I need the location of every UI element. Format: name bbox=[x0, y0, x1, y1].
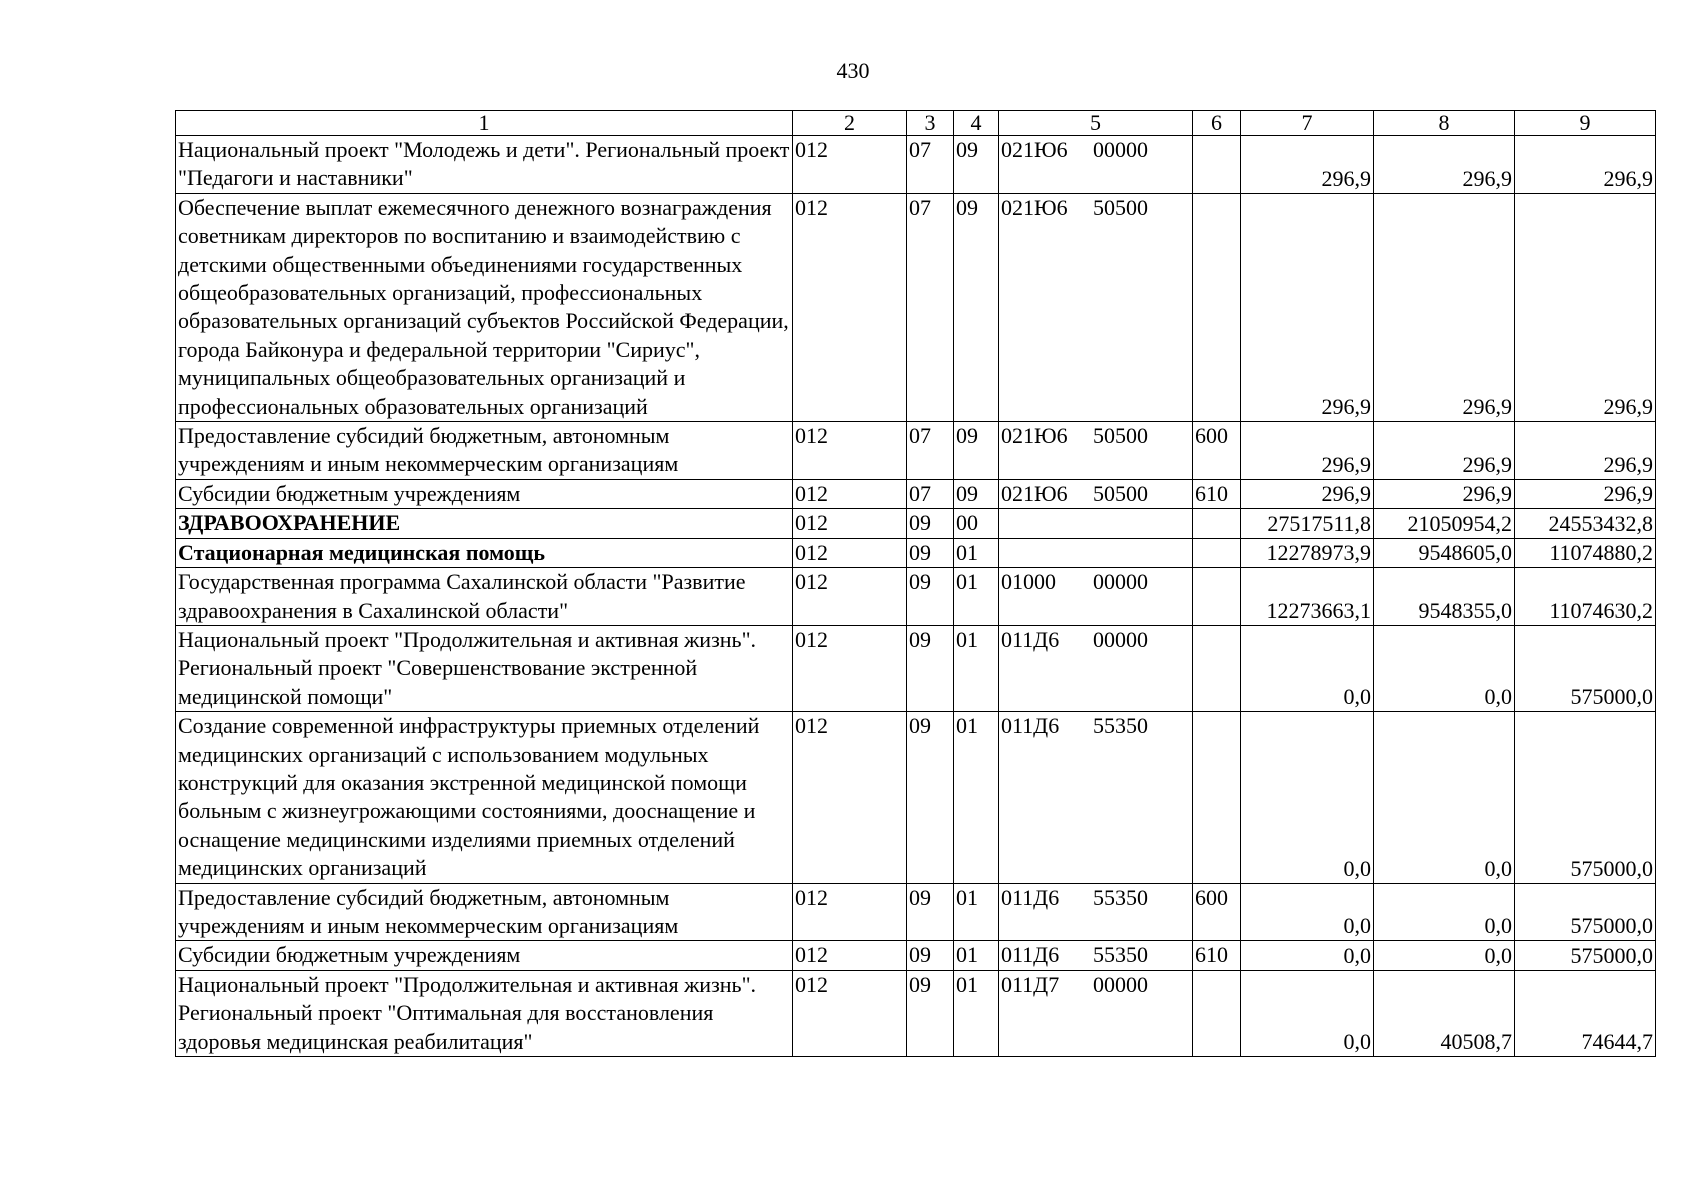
amount-col-9: 296,9 bbox=[1515, 136, 1656, 194]
expense-type-code bbox=[1193, 538, 1241, 567]
admin-code: 012 bbox=[793, 479, 907, 508]
admin-code: 012 bbox=[793, 538, 907, 567]
target-article-direction: 00000 bbox=[1093, 137, 1148, 162]
target-article-program: 021Ю6 bbox=[1001, 194, 1068, 220]
row-name: Национальный проект "Продолжительная и активная жизнь". Региональный проект "Оптимальная для восстановления здоровья медицинская реабилитация" bbox=[176, 970, 793, 1056]
target-article-code bbox=[999, 883, 1193, 941]
amount-col-9: 296,9 bbox=[1515, 422, 1656, 480]
admin-code: 012 bbox=[793, 712, 907, 883]
subsection-code: 01 bbox=[954, 625, 999, 711]
section-code: 09 bbox=[907, 970, 954, 1056]
amount-col-7: 12273663,1 bbox=[1241, 568, 1374, 626]
target-article-direction: 50500 bbox=[1093, 423, 1148, 449]
expense-type-code bbox=[1193, 509, 1241, 538]
target-article-direction: 55350 bbox=[1093, 713, 1148, 739]
expense-type-code bbox=[1193, 625, 1241, 711]
row-name: Государственная программа Сахалинской области "Развитие здравоохранения в Сахалинской области" bbox=[176, 568, 793, 626]
column-header: 5 bbox=[999, 111, 1193, 136]
expense-type-code: 610 bbox=[1193, 479, 1241, 508]
amount-col-7: 296,9 bbox=[1241, 193, 1374, 421]
target-article-code bbox=[999, 193, 1193, 421]
expense-type-code: 600 bbox=[1193, 422, 1241, 480]
amount-col-9: 575000,0 bbox=[1515, 883, 1656, 941]
amount-col-7: 27517511,8 bbox=[1241, 509, 1374, 538]
table-row bbox=[176, 568, 1656, 626]
subsection-code: 00 bbox=[954, 509, 999, 538]
admin-code: 012 bbox=[793, 970, 907, 1056]
amount-col-8: 9548355,0 bbox=[1374, 568, 1515, 626]
target-article-program: 011Д6 bbox=[1001, 884, 1060, 910]
target-article-direction: 00000 bbox=[1093, 971, 1148, 997]
table-body bbox=[176, 111, 1656, 1057]
row-name: Субсидии бюджетным учреждениям bbox=[176, 941, 793, 970]
amount-col-9: 296,9 bbox=[1515, 479, 1656, 508]
amount-col-8: 21050954,2 bbox=[1374, 509, 1515, 538]
amount-col-8: 296,9 bbox=[1374, 136, 1515, 194]
subsection-code: 09 bbox=[954, 136, 999, 194]
expense-type-code: 600 bbox=[1193, 883, 1241, 941]
subsection-code: 01 bbox=[954, 883, 999, 941]
expense-type-code bbox=[1193, 136, 1241, 194]
target-article-code bbox=[999, 136, 1193, 194]
amount-col-8: 296,9 bbox=[1374, 193, 1515, 421]
subsection-code: 01 bbox=[954, 712, 999, 883]
subsection-code: 09 bbox=[954, 422, 999, 480]
target-article-code bbox=[999, 538, 1193, 567]
amount-col-7: 0,0 bbox=[1241, 883, 1374, 941]
section-code: 07 bbox=[907, 422, 954, 480]
target-article-program: 021Ю6 bbox=[1001, 423, 1068, 449]
target-article-code bbox=[999, 422, 1193, 480]
target-article-direction: 00000 bbox=[1093, 569, 1148, 595]
subsection-code: 09 bbox=[954, 193, 999, 421]
amount-col-8: 296,9 bbox=[1374, 479, 1515, 508]
target-article-direction: 50500 bbox=[1093, 194, 1148, 220]
admin-code: 012 bbox=[793, 941, 907, 970]
section-code: 09 bbox=[907, 625, 954, 711]
target-article-program: 011Д6 bbox=[1001, 713, 1060, 739]
section-code: 09 bbox=[907, 568, 954, 626]
target-article-program: 011Д6 bbox=[1001, 626, 1060, 652]
target-article-direction: 55350 bbox=[1093, 884, 1148, 910]
header-row bbox=[176, 111, 1656, 136]
table-row bbox=[176, 538, 1656, 567]
target-article-code bbox=[999, 479, 1193, 508]
amount-col-9: 296,9 bbox=[1515, 193, 1656, 421]
column-header: 3 bbox=[907, 111, 954, 136]
section-code: 09 bbox=[907, 883, 954, 941]
section-code: 09 bbox=[907, 712, 954, 883]
amount-col-9: 575000,0 bbox=[1515, 625, 1656, 711]
row-name: Предоставление субсидий бюджетным, автономным учреждениям и иным некоммерческим организациям bbox=[176, 883, 793, 941]
amount-col-8: 0,0 bbox=[1374, 625, 1515, 711]
subsection-code: 01 bbox=[954, 538, 999, 567]
column-header: 4 bbox=[954, 111, 999, 136]
target-article-program: 01000 bbox=[1001, 569, 1056, 595]
section-code: 09 bbox=[907, 538, 954, 567]
amount-col-9: 575000,0 bbox=[1515, 941, 1656, 970]
table-row bbox=[176, 136, 1656, 194]
target-article-code bbox=[999, 625, 1193, 711]
admin-code: 012 bbox=[793, 883, 907, 941]
row-name: Предоставление субсидий бюджетным, автономным учреждениям и иным некоммерческим организациям bbox=[176, 422, 793, 480]
column-header: 8 bbox=[1374, 111, 1515, 136]
admin-code: 012 bbox=[793, 422, 907, 480]
amount-col-7: 0,0 bbox=[1241, 941, 1374, 970]
admin-code: 012 bbox=[793, 193, 907, 421]
admin-code: 012 bbox=[793, 136, 907, 194]
expense-type-code bbox=[1193, 568, 1241, 626]
target-article-code bbox=[999, 970, 1193, 1056]
column-header: 1 bbox=[176, 111, 793, 136]
amount-col-9: 74644,7 bbox=[1515, 970, 1656, 1056]
target-article-program: 011Д6 bbox=[1001, 942, 1060, 968]
table-row bbox=[176, 193, 1656, 421]
section-code: 09 bbox=[907, 509, 954, 538]
section-code: 07 bbox=[907, 193, 954, 421]
row-name: ЗДРАВООХРАНЕНИЕ bbox=[176, 509, 793, 538]
page-number: 430 bbox=[836, 58, 870, 83]
row-name: Национальный проект "Молодежь и дети". Региональный проект "Педагоги и наставники" bbox=[176, 136, 793, 194]
column-header: 2 bbox=[793, 111, 907, 136]
subsection-code: 01 bbox=[954, 568, 999, 626]
section-code: 07 bbox=[907, 136, 954, 194]
target-article-code bbox=[999, 712, 1193, 883]
row-name: Стационарная медицинская помощь bbox=[176, 538, 793, 567]
amount-col-8: 9548605,0 bbox=[1374, 538, 1515, 567]
expense-type-code bbox=[1193, 970, 1241, 1056]
amount-col-7: 296,9 bbox=[1241, 136, 1374, 194]
table-row bbox=[176, 941, 1656, 970]
subsection-code: 09 bbox=[954, 479, 999, 508]
target-article-direction: 55350 bbox=[1093, 942, 1148, 968]
column-header: 7 bbox=[1241, 111, 1374, 136]
subsection-code: 01 bbox=[954, 941, 999, 970]
table-row bbox=[176, 970, 1656, 1056]
table-row bbox=[176, 625, 1656, 711]
target-article-direction: 00000 bbox=[1093, 626, 1148, 652]
target-article-code bbox=[999, 568, 1193, 626]
section-code: 07 bbox=[907, 479, 954, 508]
budget-table bbox=[175, 110, 1656, 1057]
section-code: 09 bbox=[907, 941, 954, 970]
target-article-direction: 50500 bbox=[1093, 480, 1148, 506]
table-row bbox=[176, 712, 1656, 883]
table-row bbox=[176, 509, 1656, 538]
amount-col-7: 0,0 bbox=[1241, 970, 1374, 1056]
row-name: Создание современной инфраструктуры приемных отделений медицинских организаций с использованием модульных конструкций для оказания экстренной медицинской помощи больным с жизнеугрожающими состояниями, дооснащение и оснащение медицинскими изделиями приемных отделений медицинских организаций bbox=[176, 712, 793, 883]
amount-col-7: 0,0 bbox=[1241, 625, 1374, 711]
table-row bbox=[176, 883, 1656, 941]
target-article-code bbox=[999, 509, 1193, 538]
amount-col-8: 0,0 bbox=[1374, 883, 1515, 941]
expense-type-code bbox=[1193, 193, 1241, 421]
table-row bbox=[176, 479, 1656, 508]
amount-col-8: 0,0 bbox=[1374, 712, 1515, 883]
table-row bbox=[176, 422, 1656, 480]
admin-code: 012 bbox=[793, 625, 907, 711]
amount-col-9: 11074880,2 bbox=[1515, 538, 1656, 567]
target-article-program: 021Ю6 bbox=[1001, 480, 1068, 506]
admin-code: 012 bbox=[793, 568, 907, 626]
subsection-code: 01 bbox=[954, 970, 999, 1056]
row-name: Национальный проект "Продолжительная и активная жизнь". Региональный проект "Совершенствование экстренной медицинской помощи" bbox=[176, 625, 793, 711]
column-header: 6 bbox=[1193, 111, 1241, 136]
amount-col-7: 12278973,9 bbox=[1241, 538, 1374, 567]
row-name: Обеспечение выплат ежемесячного денежного вознаграждения советникам директоров по воспитанию и взаимодействию с детскими общественными объединениями государственных общеобразовательных организаций, профессиональных образовательных организаций субъектов Российской Федерации, города Байконура и федеральной территории "Сириус", муниципальных общеобразовательных организаций и профессиональных образовательных организаций bbox=[176, 193, 793, 421]
amount-col-9: 11074630,2 bbox=[1515, 568, 1656, 626]
amount-col-7: 296,9 bbox=[1241, 422, 1374, 480]
column-header: 9 bbox=[1515, 111, 1656, 136]
admin-code: 012 bbox=[793, 509, 907, 538]
target-article-program: 011Д7 bbox=[1001, 971, 1060, 997]
amount-col-8: 296,9 bbox=[1374, 422, 1515, 480]
amount-col-8: 40508,7 bbox=[1374, 970, 1515, 1056]
amount-col-8: 0,0 bbox=[1374, 941, 1515, 970]
row-name: Субсидии бюджетным учреждениям bbox=[176, 479, 793, 508]
target-article-code bbox=[999, 941, 1193, 970]
amount-col-7: 296,9 bbox=[1241, 479, 1374, 508]
target-article-program: 021Ю6 bbox=[1001, 137, 1068, 162]
expense-type-code: 610 bbox=[1193, 941, 1241, 970]
amount-col-9: 575000,0 bbox=[1515, 712, 1656, 883]
expense-type-code bbox=[1193, 712, 1241, 883]
amount-col-7: 0,0 bbox=[1241, 712, 1374, 883]
amount-col-9: 24553432,8 bbox=[1515, 509, 1656, 538]
